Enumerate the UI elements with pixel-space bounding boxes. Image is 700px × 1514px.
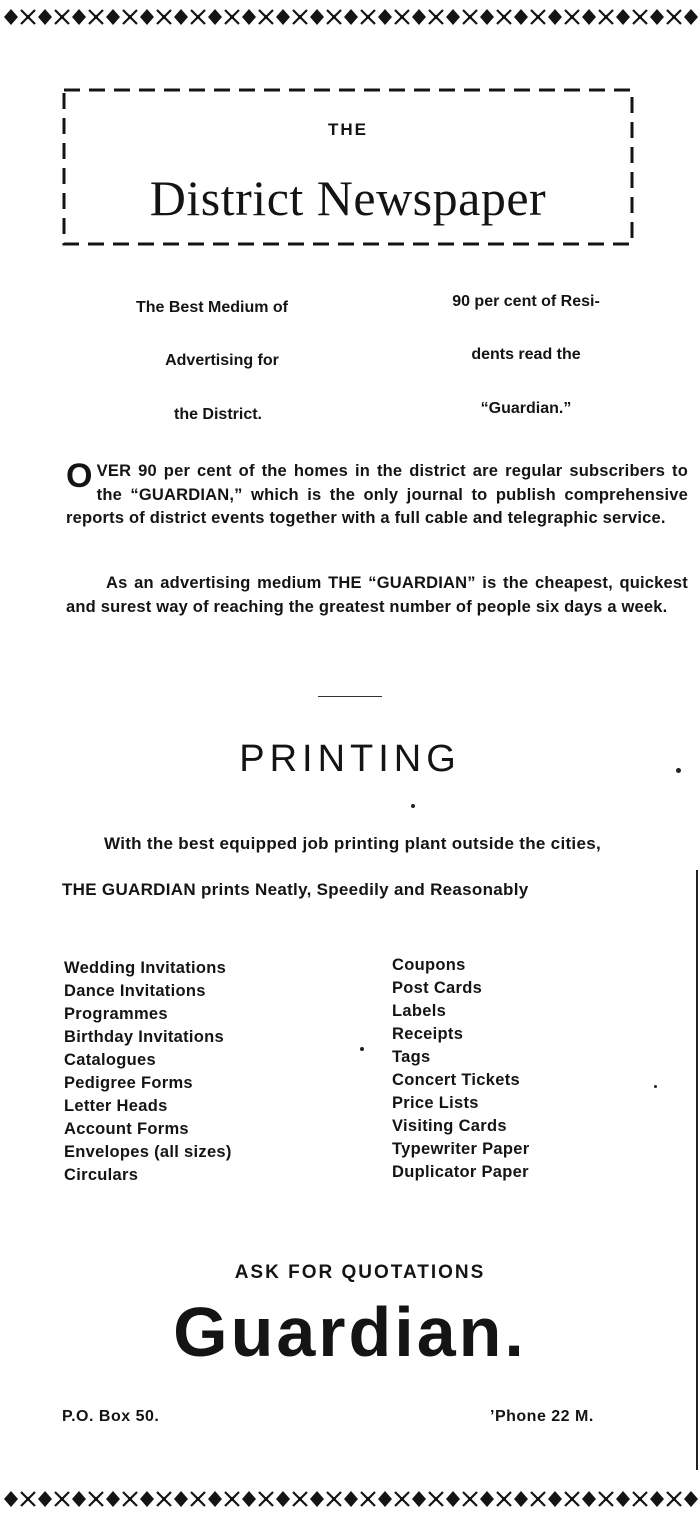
- border-ornament: [327, 1492, 341, 1506]
- border-ornament: [514, 9, 528, 25]
- print-speck: [676, 768, 681, 773]
- border-ornament: [616, 1491, 630, 1507]
- service-item: Birthday Invitations: [64, 1028, 225, 1046]
- service-item: Visiting Cards: [392, 1117, 507, 1135]
- masthead-title: District Newspaper: [149, 170, 547, 226]
- services-right-list: [392, 954, 529, 1184]
- border-ornament: [157, 1492, 171, 1506]
- border-ornament: [38, 1491, 52, 1507]
- border-ornament: [429, 1492, 443, 1506]
- service-item: Account Forms: [64, 1120, 189, 1138]
- border-ornament: [4, 1491, 18, 1507]
- bottom-decorative-border: [0, 1484, 700, 1514]
- border-ornament: [531, 1492, 545, 1506]
- border-ornament: [361, 10, 375, 24]
- service-item: Catalogues: [64, 1051, 156, 1069]
- border-ornament: [72, 9, 86, 25]
- ornament-border-icon: [0, 2, 700, 32]
- border-ornament: [344, 9, 358, 25]
- border-ornament: [548, 9, 562, 25]
- border-ornament: [191, 10, 205, 24]
- service-item: Price Lists: [392, 1094, 479, 1112]
- border-ornament: [378, 1491, 392, 1507]
- drop-cap: O: [66, 457, 93, 495]
- masthead-box: [62, 86, 634, 246]
- service-item: Post Cards: [392, 979, 483, 997]
- service-item: Pedigree Forms: [64, 1074, 193, 1092]
- left-tagline-2: Advertising for: [165, 352, 279, 369]
- border-ornament: [412, 9, 426, 25]
- print-speck: [360, 1047, 364, 1051]
- border-ornament: [633, 10, 647, 24]
- service-item: Wedding Invitations: [64, 959, 227, 977]
- service-item: Typewriter Paper: [392, 1140, 530, 1158]
- border-ornament: [106, 9, 120, 25]
- border-ornament: [531, 10, 545, 24]
- po-box: P.O. Box 50.: [62, 1408, 160, 1425]
- right-tagline-1: 90 per cent of Resi-: [452, 293, 600, 310]
- border-ornament: [276, 1491, 290, 1507]
- intro-paragraph: [66, 457, 688, 531]
- border-ornament: [123, 1492, 137, 1506]
- border-ornament: [582, 9, 596, 25]
- border-ornament: [599, 1492, 613, 1506]
- border-ornament: [21, 10, 35, 24]
- service-item: Envelopes (all sizes): [64, 1143, 232, 1161]
- border-ornament: [650, 1491, 664, 1507]
- border-ornament: [55, 10, 69, 24]
- masthead-the-label: THE: [328, 120, 368, 139]
- border-ornament: [225, 1492, 239, 1506]
- border-ornament: [106, 1491, 120, 1507]
- guardian-brand: Guardian.: [173, 1293, 527, 1371]
- border-ornament: [208, 9, 222, 25]
- border-ornament: [21, 1492, 35, 1506]
- border-ornament: [327, 10, 341, 24]
- border-ornament: [378, 9, 392, 25]
- border-ornament: [429, 10, 443, 24]
- border-ornament: [684, 1491, 698, 1507]
- printing-line-2: THE GUARDIAN prints Neatly, Speedily and Reasonably: [62, 880, 529, 899]
- services-left-list: [64, 957, 232, 1187]
- border-ornament: [514, 1491, 528, 1507]
- border-ornament: [548, 1491, 562, 1507]
- phone-number: ’Phone 22 M.: [490, 1408, 594, 1425]
- border-ornament: [242, 1491, 256, 1507]
- border-ornament: [599, 10, 613, 24]
- border-ornament: [242, 9, 256, 25]
- border-ornament: [140, 9, 154, 25]
- border-ornament: [667, 1492, 681, 1506]
- intro-paragraph-text: VER 90 per cent of the homes in the district are regular subscribers to the “GUARDIAN,” which is the only journal to publish comprehensive reports of district events together with a full cable and telegraphic service.: [66, 462, 688, 527]
- border-ornament: [582, 1491, 596, 1507]
- border-ornament: [174, 9, 188, 25]
- border-ornament: [497, 10, 511, 24]
- border-ornament: [208, 1491, 222, 1507]
- border-ornament: [395, 10, 409, 24]
- border-ornament: [463, 1492, 477, 1506]
- border-ornament: [446, 1491, 460, 1507]
- border-ornament: [480, 1491, 494, 1507]
- border-ornament: [4, 9, 18, 25]
- border-ornament: [310, 1491, 324, 1507]
- border-ornament: [480, 9, 494, 25]
- border-ornament: [89, 10, 103, 24]
- border-ornament: [89, 1492, 103, 1506]
- service-item: Receipts: [392, 1025, 464, 1043]
- service-item: Concert Tickets: [392, 1071, 520, 1089]
- ask-for-quotations: ASK FOR QUOTATIONS: [234, 1262, 486, 1283]
- advertising-paragraph: [66, 572, 688, 619]
- right-edge-rule: [696, 870, 698, 1470]
- right-tagline-3: “Guardian.”: [480, 400, 572, 417]
- border-ornament: [174, 1491, 188, 1507]
- border-ornament: [463, 10, 477, 24]
- border-ornament: [633, 1492, 647, 1506]
- ornament-border-icon: [0, 1484, 700, 1514]
- border-ornament: [565, 1492, 579, 1506]
- border-ornament: [225, 10, 239, 24]
- left-tagline-3: the District.: [173, 406, 262, 423]
- border-ornament: [259, 10, 273, 24]
- left-tagline-1: The Best Medium of: [135, 299, 288, 316]
- service-item: Letter Heads: [64, 1097, 168, 1115]
- border-ornament: [191, 1492, 205, 1506]
- border-ornament: [123, 10, 137, 24]
- border-ornament: [259, 1492, 273, 1506]
- border-ornament: [293, 1492, 307, 1506]
- border-ornament: [395, 1492, 409, 1506]
- border-ornament: [412, 1491, 426, 1507]
- service-item: Dance Invitations: [64, 982, 206, 1000]
- service-item: Programmes: [64, 1005, 168, 1023]
- border-ornament: [157, 10, 171, 24]
- border-ornament: [344, 1491, 358, 1507]
- section-divider: [318, 696, 382, 697]
- service-item: Coupons: [392, 956, 466, 974]
- service-item: Tags: [392, 1048, 431, 1066]
- right-tagline-2: dents read the: [471, 346, 581, 363]
- border-ornament: [497, 1492, 511, 1506]
- border-ornament: [310, 9, 324, 25]
- print-speck: [411, 804, 415, 808]
- border-ornament: [684, 9, 698, 25]
- printing-line-1: With the best equipped job printing plant outside the cities,: [104, 834, 601, 853]
- border-ornament: [38, 9, 52, 25]
- service-item: Labels: [392, 1002, 447, 1020]
- border-ornament: [616, 9, 630, 25]
- advertising-paragraph-text: As an advertising medium THE “GUARDIAN” is the cheapest, quickest and surest way of reaching the greatest number of people six days a week.: [66, 574, 688, 616]
- border-ornament: [667, 10, 681, 24]
- print-speck: [654, 1085, 657, 1088]
- border-ornament: [650, 9, 664, 25]
- border-ornament: [446, 9, 460, 25]
- border-ornament: [361, 1492, 375, 1506]
- service-item: Circulars: [64, 1166, 139, 1184]
- printing-heading: PRINTING: [239, 738, 461, 780]
- top-decorative-border: [0, 2, 700, 32]
- border-ornament: [276, 9, 290, 25]
- service-item: Duplicator Paper: [392, 1163, 529, 1181]
- border-ornament: [293, 10, 307, 24]
- border-ornament: [55, 1492, 69, 1506]
- border-ornament: [565, 10, 579, 24]
- border-ornament: [72, 1491, 86, 1507]
- border-ornament: [140, 1491, 154, 1507]
